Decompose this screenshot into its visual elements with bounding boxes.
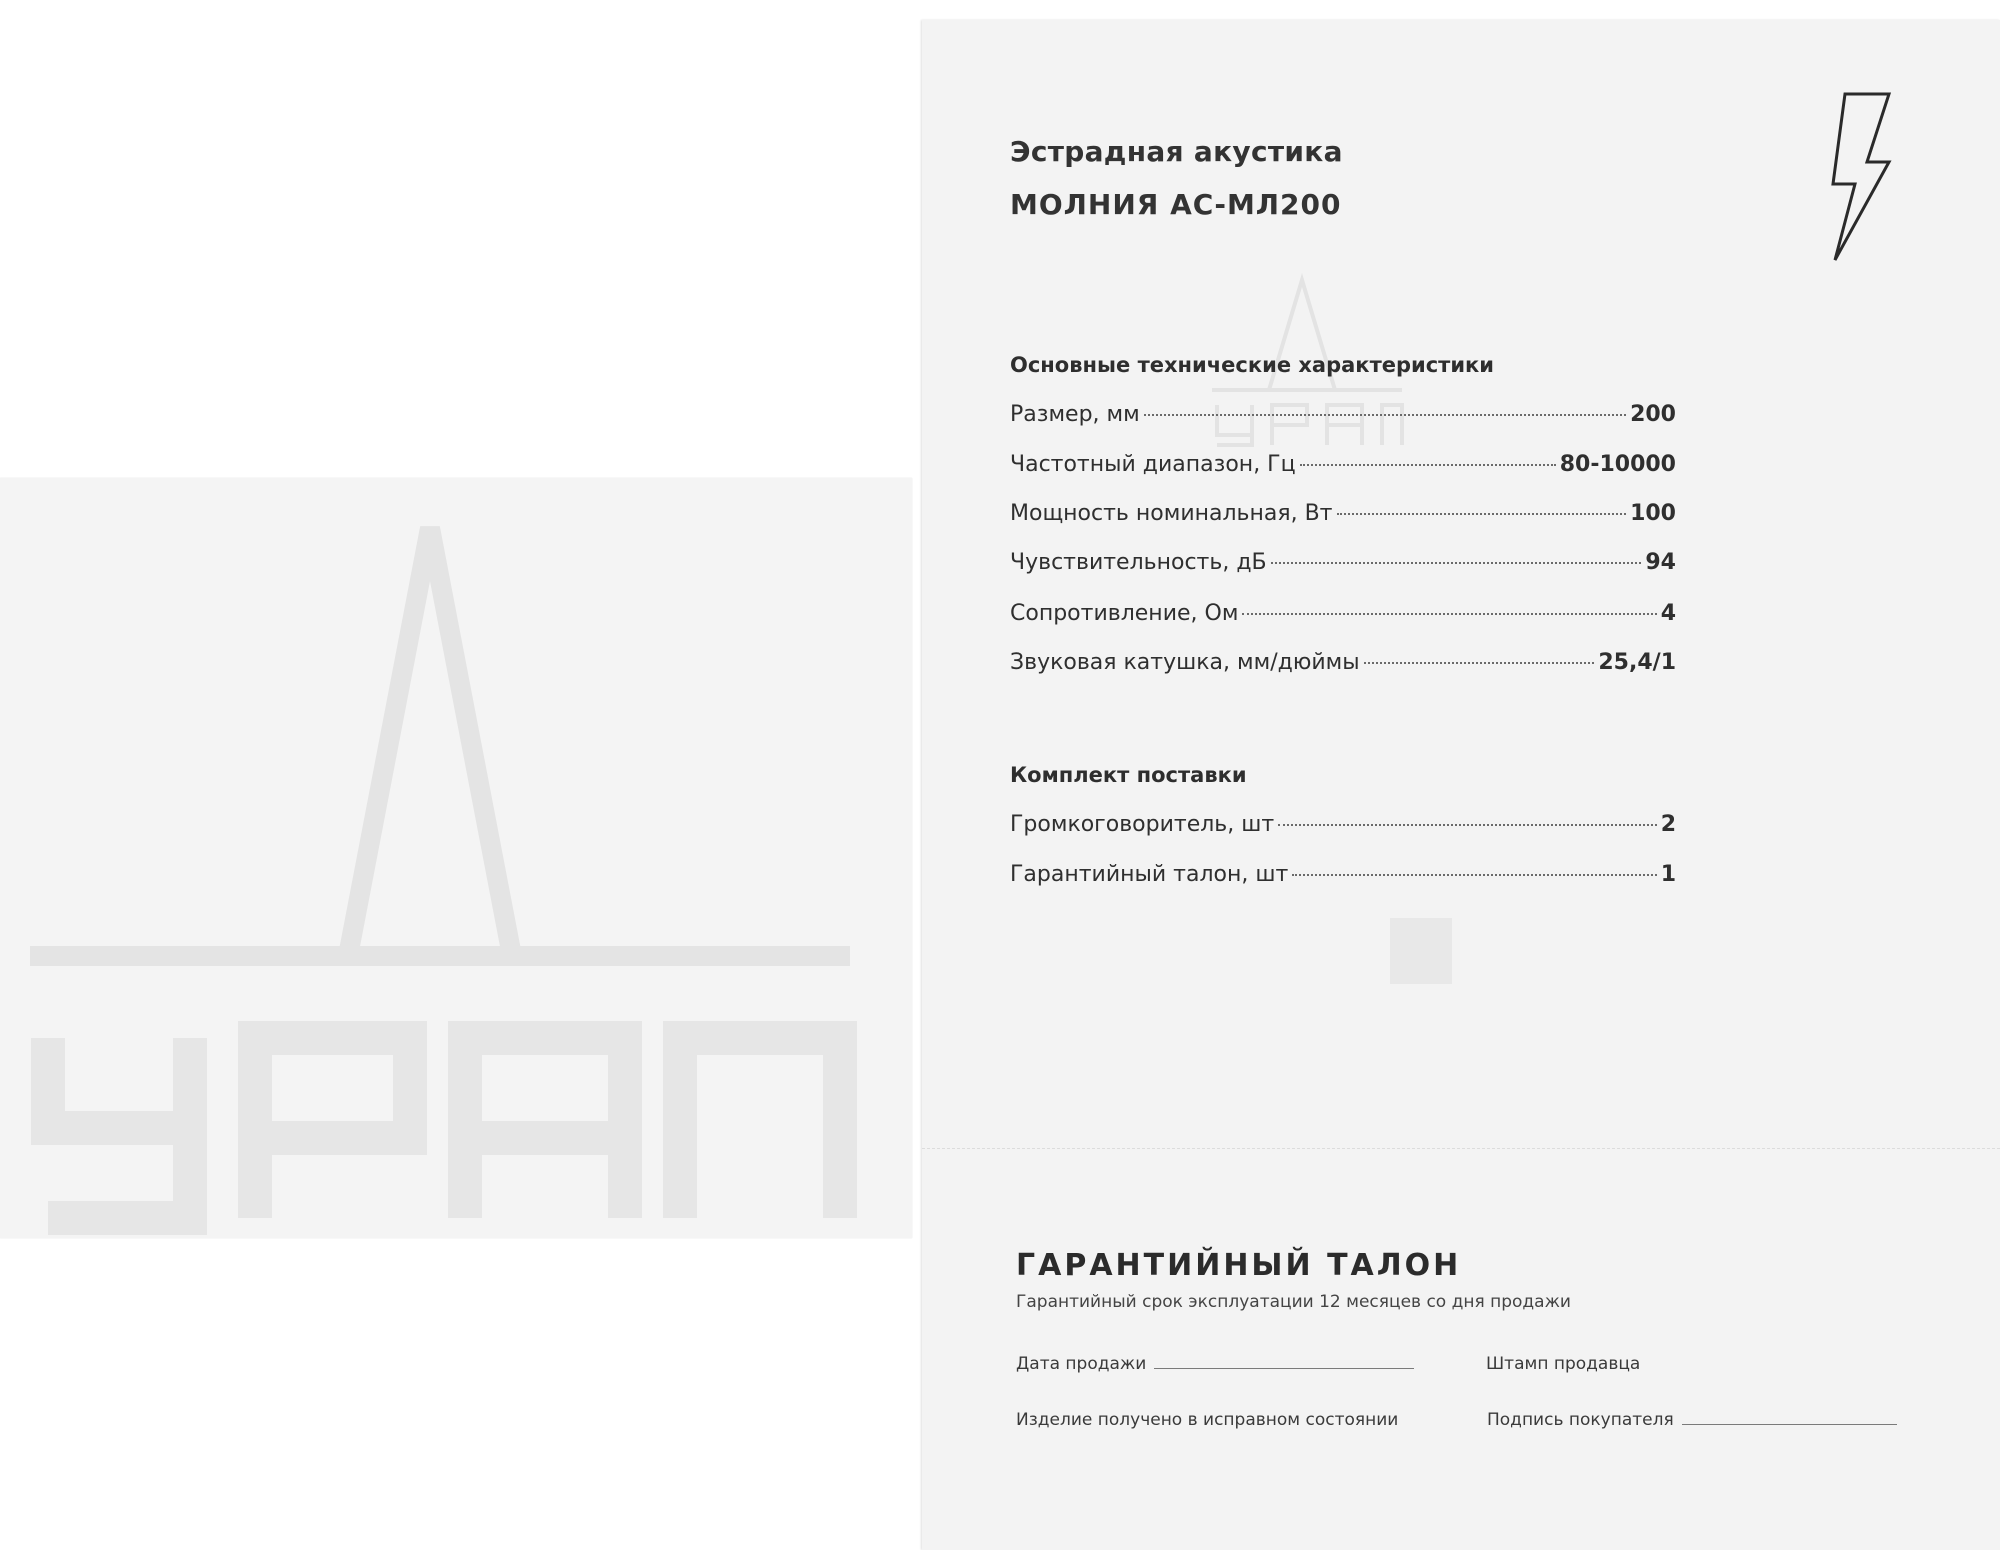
buyer-signature-label: Подпись покупателя	[1487, 1410, 1674, 1430]
kit-label: Гарантийный талон, шт	[1010, 862, 1289, 887]
leader-dots	[1292, 874, 1656, 876]
specs-heading: Основные технические характеристики	[1010, 353, 1495, 377]
spec-row	[1010, 550, 1676, 584]
spec-label: Мощность номинальная, Вт	[1010, 501, 1333, 526]
spec-label: Сопротивление, Ом	[1010, 601, 1239, 626]
condition-label: Изделие получено в исправном состоянии	[1016, 1410, 1399, 1430]
seller-stamp-label: Штамп продавца	[1486, 1354, 1641, 1374]
spec-value: 80-10000	[1559, 452, 1676, 477]
leader-dots	[1337, 513, 1627, 515]
condition-field	[1016, 1410, 1398, 1430]
lightning-bolt-icon	[1827, 88, 1899, 266]
spec-row	[1010, 402, 1676, 436]
buyer-signature-field	[1487, 1410, 1897, 1430]
leader-dots	[1271, 562, 1642, 564]
kit-row	[1010, 812, 1676, 846]
product-title: МОЛНИЯ АС-МЛ200	[1010, 188, 1342, 221]
spec-row	[1010, 452, 1676, 486]
buyer-signature-line	[1682, 1424, 1897, 1425]
spec-row	[1010, 650, 1676, 684]
leader-dots	[1364, 662, 1595, 664]
spec-label: Размер, мм	[1010, 402, 1140, 427]
warranty-title: ГАРАНТИЙНЫЙ ТАЛОН	[1016, 1248, 1462, 1283]
sale-date-label: Дата продажи	[1016, 1354, 1147, 1374]
kit-label: Громкоговоритель, шт	[1010, 812, 1275, 837]
sale-date-field	[1016, 1354, 1414, 1374]
sale-date-line	[1154, 1368, 1414, 1369]
spec-label: Звуковая катушка, мм/дюймы	[1010, 650, 1360, 675]
ural-sticker	[0, 478, 912, 1238]
spec-label: Частотный диапазон, Гц	[1010, 452, 1296, 477]
spec-row	[1010, 501, 1676, 535]
spec-value: 4	[1660, 601, 1676, 626]
spec-value: 200	[1630, 402, 1676, 427]
kit-value: 1	[1660, 862, 1676, 887]
kit-heading: Комплект поставки	[1010, 763, 1247, 787]
spec-value: 100	[1630, 501, 1676, 526]
spec-value: 94	[1645, 550, 1676, 575]
spec-value: 25,4/1	[1598, 650, 1676, 675]
kit-row	[1010, 862, 1676, 896]
leader-dots	[1300, 464, 1556, 466]
perforation-line	[922, 1148, 2000, 1149]
warranty-sheet	[922, 20, 2000, 1550]
leader-dots	[1278, 824, 1656, 826]
warranty-term: Гарантийный срок эксплуатации 12 месяцев со дня продажи	[1016, 1292, 1571, 1312]
leader-dots	[1242, 613, 1656, 615]
kit-value: 2	[1660, 812, 1676, 837]
sticker-brand	[0, 478, 1, 479]
spec-row	[1010, 601, 1676, 635]
seller-stamp-field	[1486, 1354, 1640, 1374]
product-category: Эстрадная акустика	[1010, 135, 1343, 168]
ural-logo-icon	[0, 478, 912, 1238]
leader-dots	[1144, 414, 1626, 416]
spec-label: Чувствительность, дБ	[1010, 550, 1267, 575]
